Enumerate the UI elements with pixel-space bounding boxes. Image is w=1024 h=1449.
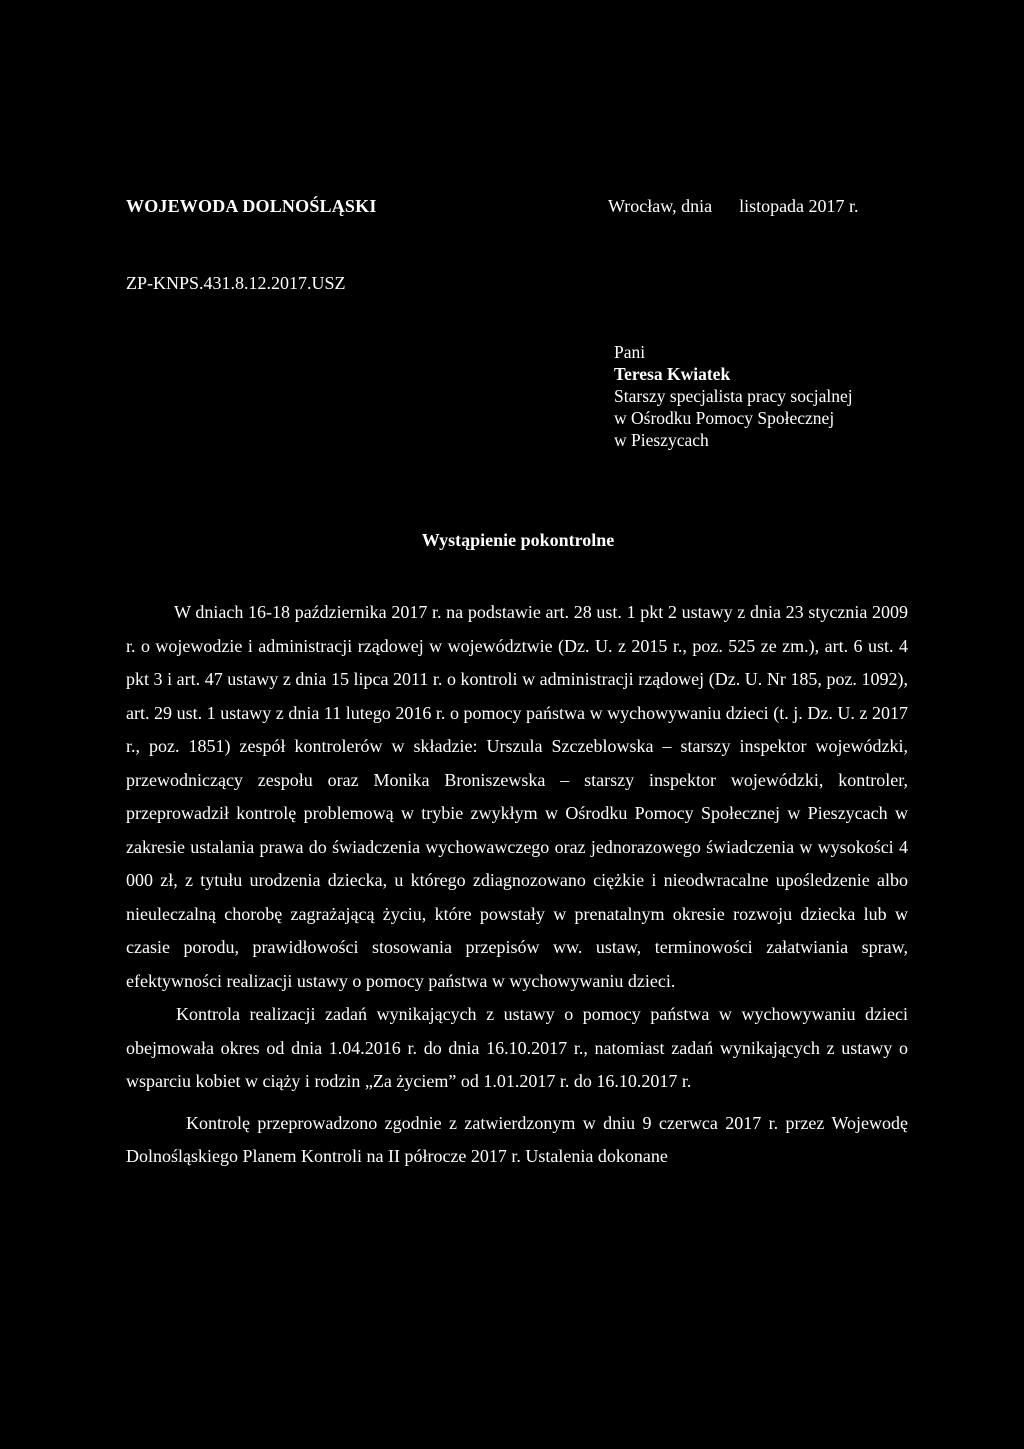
issuing-authority: WOJEWODA DOLNOŚLĄSKI	[126, 196, 377, 216]
addressee-salutation: Pani	[614, 342, 646, 362]
body-paragraph-2: Kontrola realizacji zadań wynikających z ustawy o pomocy państwa w wychowywaniu dzieci obejmowała okres od dnia 1.04.2016 r. do dnia 16.10.2017 r., natomiast zadań wynikających z ustawy o wsparciu kobiet w ciąży i rodzin „Za życiem” od 1.01.2017 r. do 16.10.2017 r.	[126, 1004, 908, 1091]
place-and-date: Wrocław, dnia listopada 2017 r.	[608, 196, 859, 216]
body-paragraph-3: Kontrolę przeprowadzono zgodnie z zatwierdzonym w dniu 9 czerwca 2017 r. przez Wojewodę Dolnośląskiego Planem Kontroli na II półrocze 2017 r. Ustalenia dokonane	[126, 1112, 908, 1166]
addressee-position: Starszy specjalista pracy socjalnej	[614, 386, 853, 406]
document-title-row	[0, 530, 1024, 551]
body-paragraph-1: W dniach 16-18 października 2017 r. na podstawie art. 28 ust. 1 pkt 2 ustawy z dnia 23 stycznia 2009 r. o wojewodzie i administracji rządowej w województwie (Dz. U. z 2015 r., poz. 525 ze zm.), art. 6 ust. 4 pkt 3 i art. 47 ustawy z dnia 15 lipca 2011 r. o kontroli w administracji rządowej (Dz. U. Nr 185, poz. 1092), art. 29 ust. 1 ustawy z dnia 11 lutego 2016 r. o pomocy państwa w wychowywaniu dzieci (t. j. Dz. U. z 2017 r., poz. 1851) zespół kontrolerów w składzie: Urszula Szczeblowska – starszy inspektor wojewódzki, przewodniczący zespołu oraz Monika Broniszewska – starszy inspektor wojewódzki, kontroler, przeprowadził kontrolę problemową w trybie zwykłym w Ośrodku Pomocy Społecznej w Pieszycach w zakresie ustalania prawa do świadczenia wychowawczego oraz jednorazowego świadczenia w wysokości 4 000 zł, z tytułu urodzenia dziecka, u którego zdiagnozowano ciężkie i nieodwracalne upośledzenie albo nieuleczalną chorobę zagrażającą życiu, które powstały w prenatalnym okresie rozwoju dziecka lub w czasie porodu, prawidłowości stosowania przepisów ww. ustaw, terminowości załatwiania spraw, efektywności realizacji ustawy o pomocy państwa w wychowywaniu dzieci.	[126, 602, 908, 991]
document-title: Wystąpienie pokontrolne	[421, 530, 615, 550]
document-body	[126, 596, 908, 1174]
addressee-block	[614, 341, 853, 451]
case-reference-number: ZP-KNPS.431.8.12.2017.USZ	[126, 273, 346, 293]
addressee-location: w Pieszycach	[614, 430, 709, 450]
addressee-institution: w Ośrodku Pomocy Społecznej	[614, 408, 835, 428]
addressee-name: Teresa Kwiatek	[614, 364, 731, 384]
